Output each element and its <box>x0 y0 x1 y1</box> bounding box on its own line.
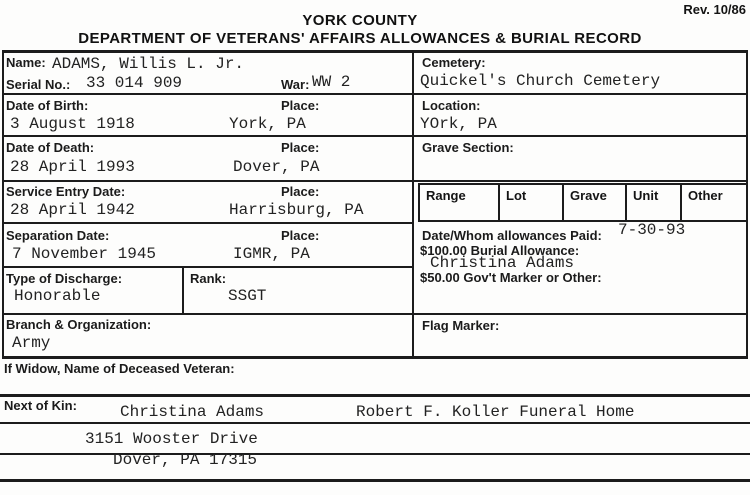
death-place-value: Dover, PA <box>233 158 320 176</box>
rank-label: Rank: <box>190 271 227 286</box>
burial-allowance-value: Christina Adams <box>430 254 575 272</box>
branch-value: Army <box>12 334 51 352</box>
death-value: 28 April 1993 <box>10 158 135 176</box>
birth-place-label: Place: <box>281 98 320 113</box>
cemetery-value: Quickel's Church Cemetery <box>420 72 661 90</box>
cemetery-label: Cemetery: <box>422 55 486 70</box>
branch-label: Branch & Organization: <box>6 317 152 332</box>
next-of-kin-city: Dover, PA 17315 <box>113 451 258 469</box>
grave-table <box>418 183 748 222</box>
service-entry-place-value: Harrisburg, PA <box>229 201 364 219</box>
border-left <box>2 50 4 358</box>
birth-place-value: York, PA <box>229 115 306 133</box>
service-entry-value: 28 April 1942 <box>10 201 135 219</box>
burial-allowance-label: $100.00 Burial Allowance: <box>420 243 580 258</box>
allowances-label: Date/Whom allowances Paid: <box>422 228 602 243</box>
next-of-kin-name: Christina Adams <box>120 403 265 421</box>
widow-label: If Widow, Name of Deceased Veteran: <box>4 361 235 376</box>
flag-marker-label: Flag Marker: <box>422 318 500 333</box>
grave-col-range: Range <box>418 183 498 222</box>
rule-bottom <box>0 479 750 482</box>
divider-center <box>412 50 414 358</box>
discharge-label: Type of Discharge: <box>6 271 123 286</box>
rule <box>2 93 748 95</box>
war-value: WW 2 <box>312 73 351 91</box>
rule <box>2 313 748 315</box>
birth-value: 3 August 1918 <box>10 115 135 133</box>
grave-section-label: Grave Section: <box>422 140 514 155</box>
grave-col-grave: Grave <box>562 183 625 222</box>
rule-thick <box>0 394 750 397</box>
serial-value: 33 014 909 <box>86 74 183 92</box>
divider-rank <box>182 266 184 315</box>
location-label: Location: <box>422 98 481 113</box>
birth-label: Date of Birth: <box>6 98 89 113</box>
rule <box>2 222 414 224</box>
rule-table-bottom <box>2 356 748 359</box>
name-label: Name: <box>6 55 46 70</box>
allowances-date-value: 7-30-93 <box>618 221 686 239</box>
next-of-kin-label: Next of Kin: <box>4 398 77 413</box>
rank-value: SSGT <box>228 287 267 305</box>
form-title-county: YORK COUNTY <box>302 12 418 29</box>
separation-label: Separation Date: <box>6 228 110 243</box>
separation-place-label: Place: <box>281 228 320 243</box>
service-entry-label: Service Entry Date: <box>6 184 126 199</box>
death-label: Date of Death: <box>6 140 95 155</box>
revision-label: Rev. 10/86 <box>683 2 746 17</box>
service-entry-place-label: Place: <box>281 184 320 199</box>
war-label: War: <box>281 77 310 92</box>
grave-col-unit: Unit <box>625 183 680 222</box>
rule <box>2 180 748 182</box>
next-of-kin-street: 3151 Wooster Drive <box>85 430 258 448</box>
separation-place-value: IGMR, PA <box>233 245 310 263</box>
death-place-label: Place: <box>281 140 320 155</box>
rule-nok-1 <box>0 422 750 424</box>
grave-col-lot: Lot <box>498 183 562 222</box>
grave-col-other: Other <box>680 183 748 222</box>
funeral-home-name: Robert F. Koller Funeral Home <box>356 403 635 421</box>
rule <box>2 266 414 268</box>
location-value: YOrk, PA <box>420 115 497 133</box>
rule-top <box>2 50 748 53</box>
govt-marker-label: $50.00 Gov't Marker or Other: <box>420 270 602 285</box>
discharge-value: Honorable <box>14 287 101 305</box>
separation-value: 7 November 1945 <box>12 245 157 263</box>
form-title-department: DEPARTMENT OF VETERANS' AFFAIRS ALLOWANCES & BURIAL RECORD <box>78 30 642 47</box>
name-value: ADAMS, Willis L. Jr. <box>52 55 245 73</box>
serial-label: Serial No.: <box>6 77 71 92</box>
rule <box>2 135 748 137</box>
